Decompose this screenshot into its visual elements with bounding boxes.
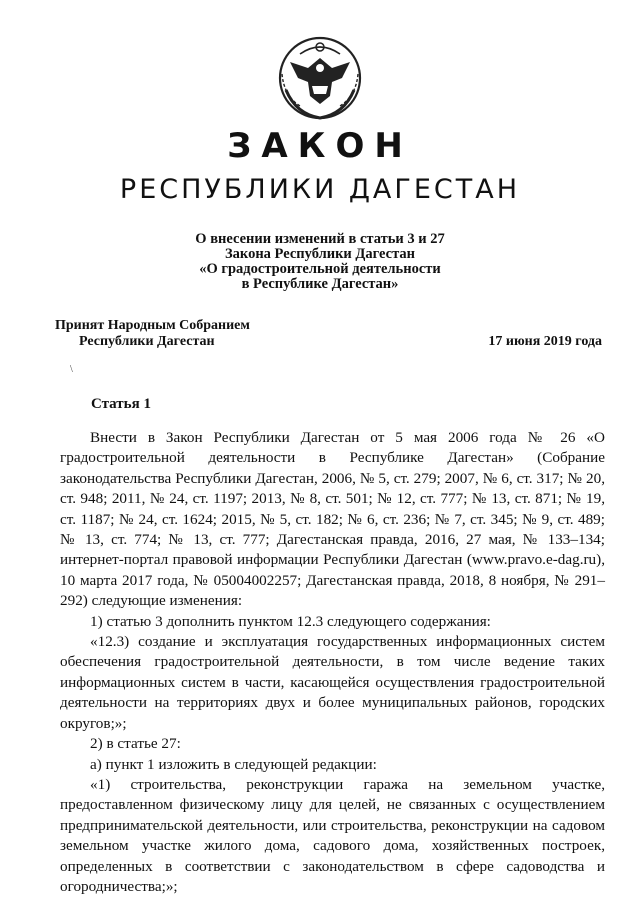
law-subject xyxy=(150,232,490,292)
adoption-line: Принят Народным Собранием xyxy=(55,318,250,333)
stray-mark: \ xyxy=(70,364,73,375)
article-paragraph: 2) в статье 27: xyxy=(90,735,181,753)
article-paragraph: «12.3) создание и эксплуатация государственных информационных систем обеспечения градостроительной деятельности, в том числе ведение таких информационных систем в части, касающейся осуществления градостроительной деятельности на территориях двух и более муниципальных районов, городских округов;»; xyxy=(60,633,605,732)
article-paragraph: а) пункт 1 изложить в следующей редакции: xyxy=(90,755,377,773)
adoption-date: 17 июня 2019 года xyxy=(488,334,602,349)
republic-title: РЕСПУБЛИКИ ДАГЕСТАН xyxy=(119,174,521,205)
subject-line: в Республике Дагестан» xyxy=(241,276,399,292)
subject-line: О внесении изменений в статьи 3 и 27 xyxy=(195,231,445,247)
article-heading: Статья 1 xyxy=(91,396,151,412)
article-paragraph: Внести в Закон Республики Дагестан от 5 мая 2006 года № 26 «О градостроительной деятельности в Республике Дагестан» (Собрание законодательства Республики Дагестан, 2006, № 5, ст. 279; 2007, № 6, ст. 317; № 20, ст. 948; 2011, № 24, ст. 1197; 2013, № 8, ст. 501; № 12, ст. 777; № 13, ст. 871; № 19, ст. 1187; № 24, ст. 1624; 2015, № 5, ст. 182; № 6, ст. 236; № 7, ст. 345; № 9, ст. 489; № 13, ст. 774; № 13, ст. 777; Дагестанская правда, 2016, 27 мая, № 133–134; интернет-портал правовой информации Республики Дагестан (www.pravo.e-dag.ru), 10 марта 2017 года, № 05004002257; Дагестанская правда, 2018, 8 ноября, № 291–292) следующие изменения: xyxy=(60,429,605,610)
subject-line: Закона Республики Дагестан xyxy=(225,246,415,262)
coat-of-arms-emblem xyxy=(272,34,368,120)
adoption-block xyxy=(55,318,250,350)
law-title: ЗАКОН xyxy=(227,126,413,166)
article-body xyxy=(60,428,605,897)
adoption-line: Республики Дагестан xyxy=(79,334,215,349)
article-paragraph: 1) статью 3 дополнить пунктом 12.3 следующего содержания: xyxy=(90,612,491,630)
subject-line: «О градостроительной деятельности xyxy=(199,261,441,277)
article-paragraph: «1) строительства, реконструкции гаража на земельном участке, предоставленном физическому лицу для целей, не связанных с осуществлением предпринимательской деятельности, или строительства, реконструкции на садовом земельном участке жилого дома, садового дома, хозяйственных построек, определенных в соответствии с законодательством в сфере садоводства и огородничества;»; xyxy=(60,775,605,895)
